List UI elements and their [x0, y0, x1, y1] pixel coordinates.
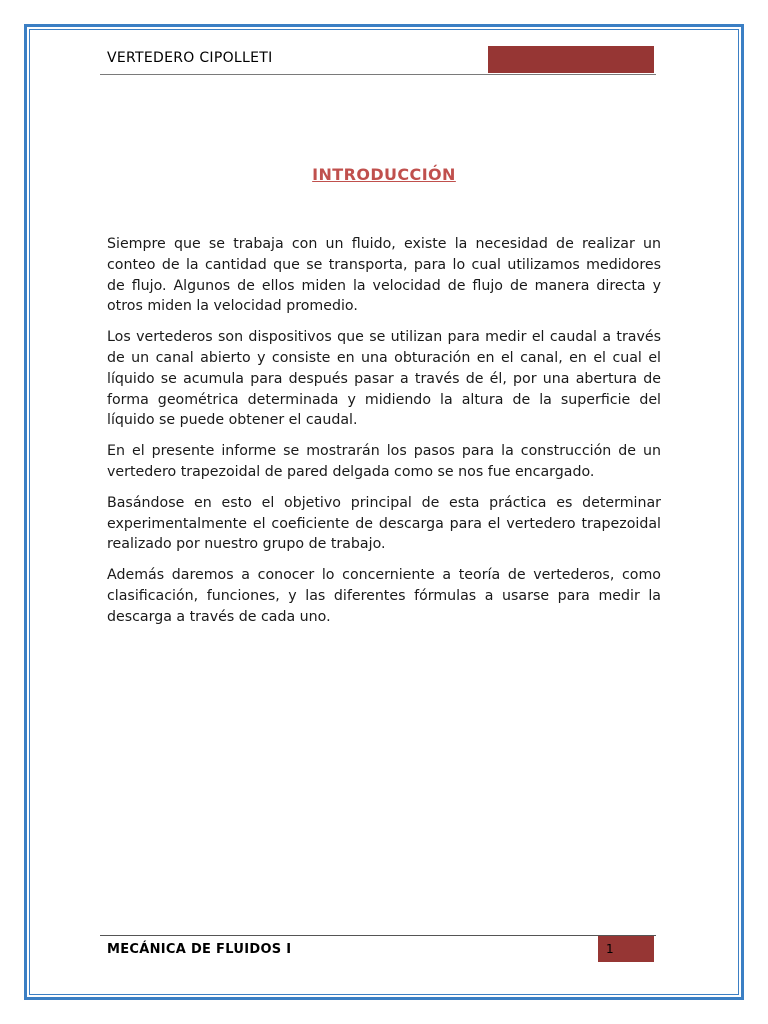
header-title: VERTEDERO CIPOLLETI — [107, 50, 273, 66]
section-title: INTRODUCCIÓN — [312, 165, 456, 184]
page-number-box — [598, 936, 654, 962]
header-accent-bar — [488, 46, 654, 73]
page-number: 1 — [606, 942, 614, 956]
page-header — [100, 46, 656, 75]
paragraph: Siempre que se trabaja con un fluido, existe la necesidad de realizar un conteo de la cantidad que se transporta, para lo cual utilizamos medidores de flujo. Algunos de ellos miden la velocidad de flujo de manera directa y otros miden la velocidad promedio. — [107, 236, 661, 315]
paragraph: Además daremos a conocer lo concerniente a teoría de vertederos, como clasificación, funciones, y las diferentes fórmulas a usarse para medir la descarga a través de cada uno. — [107, 567, 661, 625]
page-footer — [100, 935, 656, 962]
paragraph: Los vertederos son dispositivos que se utilizan para medir el caudal a través de un canal abierto y consiste en una obturación en el canal, en el cual el líquido se acumula para después pasar a través de él, por una abertura de forma geométrica determinada y midiendo la altura de la superficie del líquido se puede obtener el caudal. — [107, 329, 661, 429]
document-body — [107, 234, 661, 638]
paragraph: En el presente informe se mostrarán los pasos para la construcción de un vertedero trapezoidal de pared delgada como se nos fue encargado. — [107, 443, 661, 480]
paragraph: Basándose en esto el objetivo principal de esta práctica es determinar experimentalmente el coeficiente de descarga para el vertedero trapezoidal realizado por nuestro grupo de trabajo. — [107, 494, 661, 553]
footer-title: MECÁNICA DE FLUIDOS I — [107, 942, 292, 957]
